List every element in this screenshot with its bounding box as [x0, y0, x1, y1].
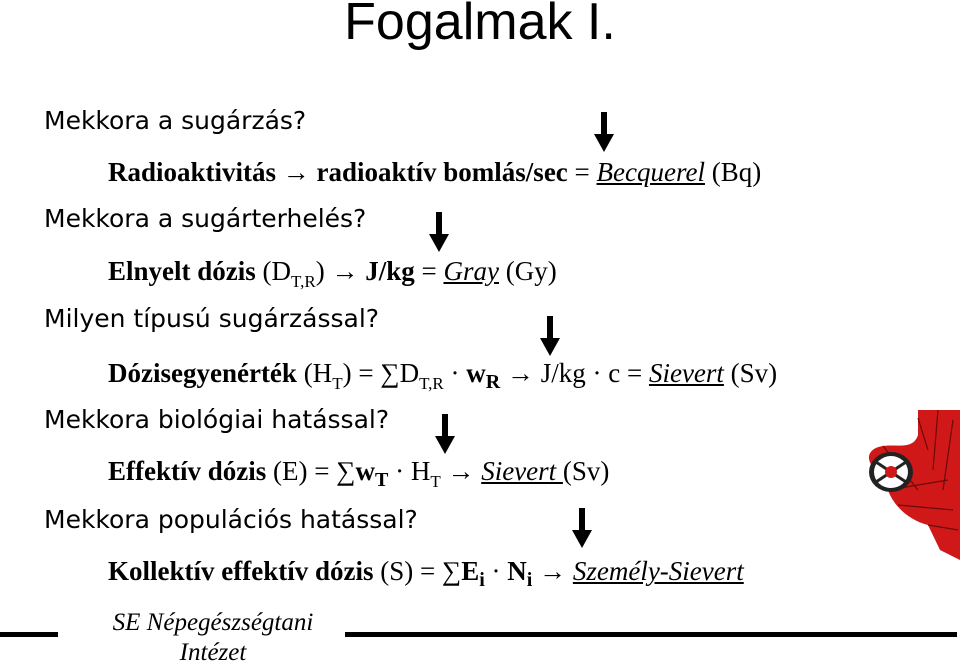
- unit-abbr: (Sv): [730, 358, 778, 388]
- question-2: Mekkora a sugárterhelés?: [44, 204, 367, 233]
- term-equivalent-dose: Dózisegyenérték: [108, 358, 297, 388]
- equals: =: [421, 256, 437, 286]
- definition: J/kg · c: [540, 358, 621, 388]
- definition: radioaktív bomlás/sec: [316, 157, 568, 187]
- equals: =: [358, 358, 374, 388]
- symbol: w: [466, 358, 486, 388]
- dot: ·: [491, 556, 501, 586]
- arrow-down-icon: [435, 414, 455, 454]
- question-4: Mekkora biológiai hatással?: [44, 405, 390, 434]
- symbol: (E): [273, 456, 308, 486]
- symbol: (S): [380, 556, 414, 586]
- subscript: T,R: [291, 272, 316, 291]
- answer-1: [108, 156, 761, 188]
- unit-abbr: (Gy): [505, 256, 557, 286]
- footer-line-left: [0, 632, 58, 637]
- unit-abbr: (Sv): [562, 456, 610, 486]
- unit-abbr: (Bq): [711, 157, 762, 187]
- sum-symbol: ∑: [380, 358, 400, 388]
- subscript: i: [479, 569, 485, 591]
- symbol: N: [507, 556, 527, 586]
- arrow-down-icon: [429, 212, 449, 252]
- arrow: →: [506, 358, 534, 388]
- arrow-down-icon: [540, 316, 560, 356]
- arrow-down-icon: [572, 508, 592, 548]
- dot: ·: [395, 456, 405, 486]
- term-absorbed-dose: Elnyelt dózis: [108, 256, 256, 286]
- answer-4: [108, 455, 609, 491]
- equals: =: [574, 157, 590, 187]
- paren: ): [342, 358, 352, 388]
- slide-title: Fogalmak I.: [344, 0, 616, 51]
- term-effective-dose: Effektív dózis: [108, 456, 267, 486]
- equals: =: [419, 556, 436, 586]
- unit-person-sievert: Személy-Sievert: [572, 556, 744, 586]
- question-5: Mekkora populációs hatással?: [44, 505, 418, 534]
- arrow: →: [282, 157, 310, 187]
- paren: ): [315, 256, 325, 286]
- symbol: H: [410, 456, 431, 486]
- term-collective-dose: Kollektív effektív dózis: [108, 556, 374, 586]
- symbol: D: [399, 358, 420, 388]
- symbol: E: [461, 556, 480, 586]
- subscript: i: [526, 569, 533, 591]
- question-3: Milyen típusú sugárzással?: [44, 304, 380, 333]
- symbol: (D: [262, 256, 292, 286]
- term-radioactivity: Radioaktivitás: [108, 157, 277, 187]
- subscript: T: [374, 469, 389, 491]
- arrow-down-icon: [594, 112, 614, 152]
- unit-becquerel: Becquerel: [596, 157, 705, 187]
- arrow: →: [447, 456, 475, 486]
- answer-5: [108, 555, 744, 590]
- footer-line-right: [345, 632, 957, 637]
- dot: ·: [450, 358, 460, 388]
- subscript: R: [485, 371, 501, 393]
- answer-3: [108, 357, 777, 393]
- arrow: →: [539, 556, 567, 586]
- spiderman-mascot-icon: [858, 410, 960, 570]
- arrow: →: [331, 256, 359, 286]
- symbol: (H: [303, 358, 333, 388]
- answer-2: [108, 255, 557, 291]
- subscript: T: [332, 374, 343, 393]
- sum-symbol: ∑: [441, 556, 462, 586]
- symbol: w: [355, 456, 375, 486]
- footer-institute: [93, 608, 333, 668]
- unit-sievert: Sievert: [648, 358, 724, 388]
- sum-symbol: ∑: [336, 456, 356, 486]
- subscript: T: [430, 472, 441, 491]
- question-1: Mekkora a sugárzás?: [44, 106, 307, 135]
- unit-gray: Gray: [443, 256, 499, 286]
- definition: J/kg: [365, 256, 415, 286]
- unit-sievert: Sievert: [481, 456, 563, 486]
- subscript: T,R: [419, 374, 444, 393]
- footer-line-1: SE Népegészségtani: [112, 609, 314, 636]
- equals: =: [626, 358, 643, 388]
- equals: =: [314, 456, 330, 486]
- footer-line-2: Intézet: [179, 639, 247, 666]
